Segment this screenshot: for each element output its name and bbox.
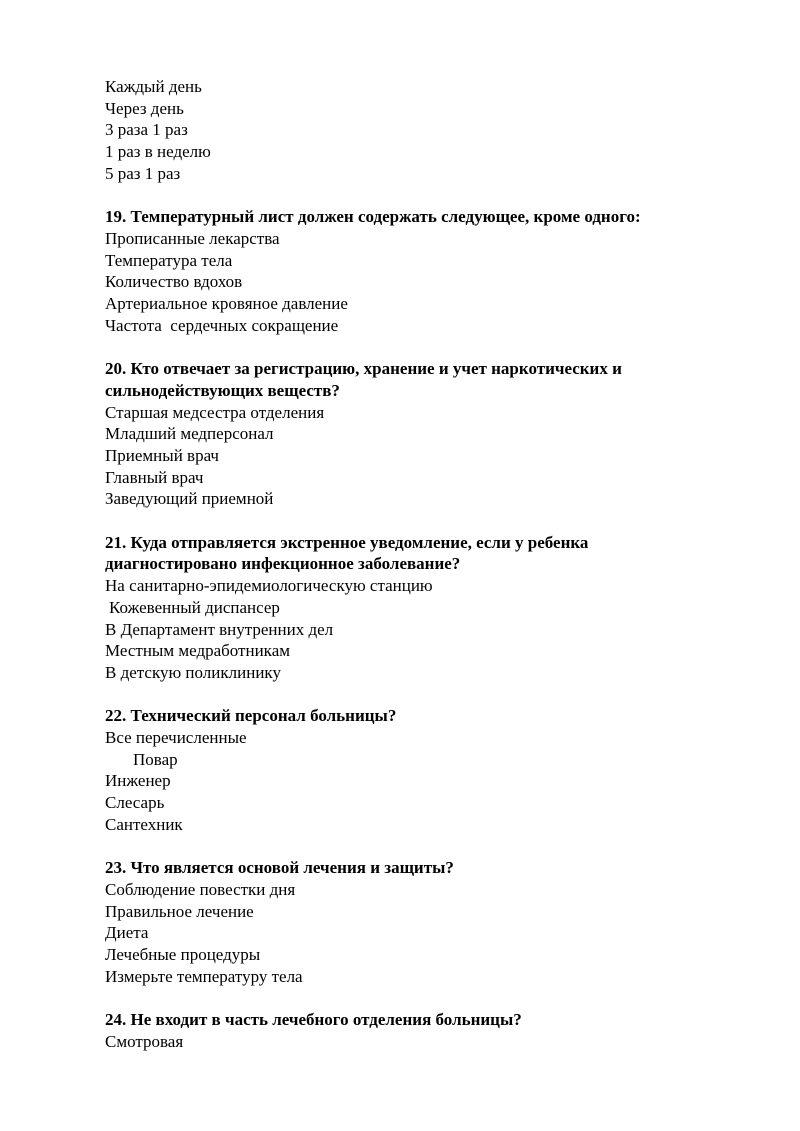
answer-option: Слесарь bbox=[105, 793, 165, 813]
answer-option: Инженер bbox=[105, 771, 171, 791]
answer-option: Местным медработникам bbox=[105, 641, 290, 661]
answer-option: Заведующий приемной bbox=[105, 489, 274, 509]
question-title: 23. Что является основой лечения и защиты? bbox=[105, 858, 454, 878]
answer-option: Приемный врач bbox=[105, 445, 219, 465]
answer-option: Смотровая bbox=[105, 1031, 184, 1051]
question-title-line: 20. Кто отвечает за регистрацию, хранение и учет наркотических и bbox=[105, 359, 622, 379]
answer-option: Каждый день bbox=[105, 77, 202, 96]
answer-option: В Департамент внутренних дел bbox=[105, 619, 334, 639]
question-title-line: сильнодействующих веществ? bbox=[105, 380, 340, 400]
answer-option: Кожевенный диспансер bbox=[109, 597, 280, 617]
question-22 bbox=[105, 705, 715, 835]
answer-option: Измерьте температуру тела bbox=[105, 966, 303, 986]
answer-option: Соблюдение повестки дня bbox=[105, 879, 296, 899]
answer-option: Количество вдохов bbox=[105, 272, 243, 292]
question-24 bbox=[105, 1009, 715, 1052]
document-page bbox=[105, 76, 715, 1053]
answer-option: Старшая медсестра отделения bbox=[105, 402, 325, 422]
answer-option: Младший медперсонал bbox=[105, 424, 274, 444]
answer-option: Частота сердечных сокращение bbox=[105, 315, 339, 335]
answer-option: Прописанные лекарства bbox=[105, 228, 280, 248]
answer-option: Повар bbox=[133, 749, 178, 769]
answer-option: В детскую поликлинику bbox=[105, 662, 281, 682]
answer-option: Лечебные процедуры bbox=[105, 945, 261, 965]
answer-option: Температура тела bbox=[105, 250, 233, 270]
leading-options bbox=[105, 76, 715, 185]
answer-option: Все перечисленные bbox=[105, 728, 247, 748]
answer-option: Диета bbox=[105, 923, 149, 943]
question-21 bbox=[105, 532, 715, 684]
answer-option: 1 раз в неделю bbox=[105, 142, 211, 162]
question-title: 22. Технический персонал больницы? bbox=[105, 706, 397, 726]
answer-option: Через день bbox=[105, 98, 184, 118]
answer-option: На санитарно-эпидемиологическую станцию bbox=[105, 576, 433, 596]
answer-option: Сантехник bbox=[105, 814, 183, 834]
question-title-line: диагностировано инфекционное заболевание? bbox=[105, 554, 461, 574]
question-20 bbox=[105, 358, 715, 510]
answer-option: Правильное лечение bbox=[105, 901, 254, 921]
answer-option: 5 раз 1 раз bbox=[105, 163, 181, 183]
question-title: 19. Температурный лист должен содержать следующее, кроме одного: bbox=[105, 207, 641, 227]
question-title: 24. Не входит в часть лечебного отделения больницы? bbox=[105, 1010, 522, 1030]
question-23 bbox=[105, 857, 715, 987]
answer-option: Артериальное кровяное давление bbox=[105, 294, 348, 314]
question-19 bbox=[105, 206, 715, 336]
answer-option: Главный врач bbox=[105, 467, 204, 487]
question-title-line: 21. Куда отправляется экстренное уведомление, если у ребенка bbox=[105, 532, 589, 552]
answer-option: 3 раза 1 раз bbox=[105, 120, 188, 140]
